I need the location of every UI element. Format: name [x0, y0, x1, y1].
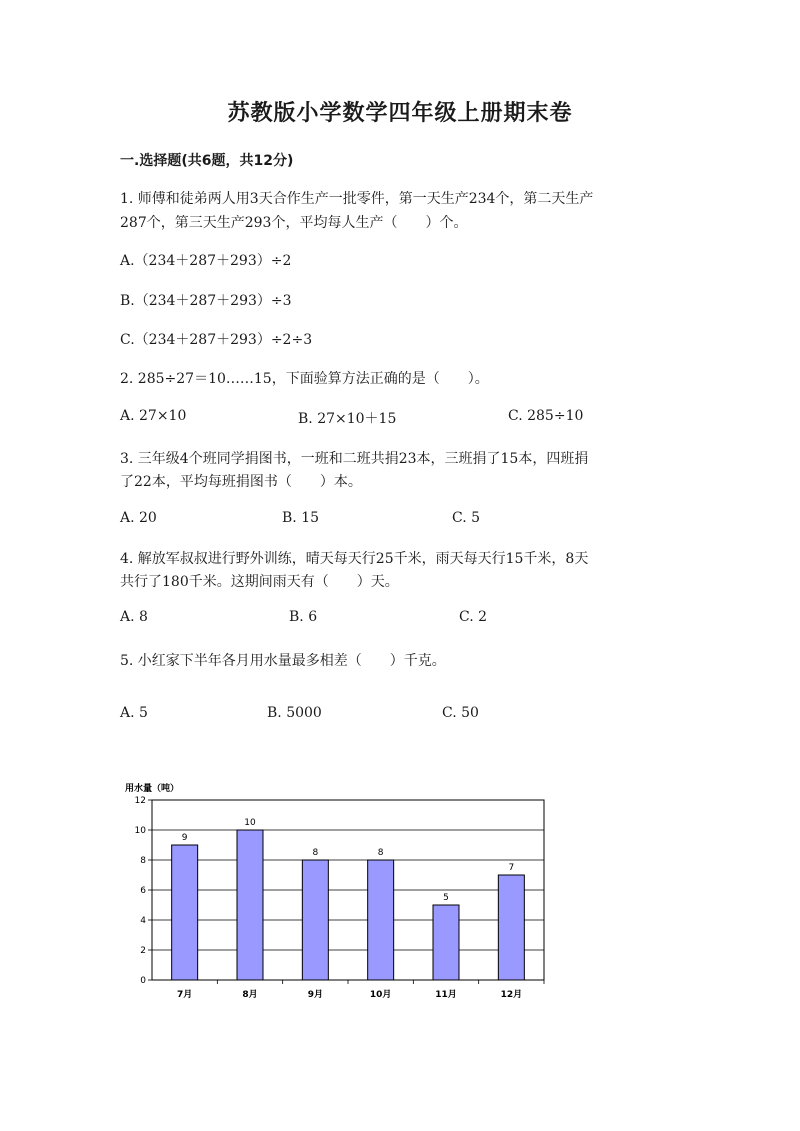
chart-y-tick-label: 0: [140, 976, 146, 986]
chart-x-tick-label: 11月: [435, 990, 457, 1000]
question-2-line-1: 2. 285÷27＝10……15，下面验算方法正确的是（ ）。: [120, 371, 489, 387]
question-1-option-a[interactable]: A.（234＋287＋293）÷2: [120, 253, 292, 269]
question-2-option-b[interactable]: B. 27×10＋15: [298, 411, 397, 427]
question-5-option-b[interactable]: B. 5000: [267, 705, 322, 721]
question-4-option-c[interactable]: C. 2: [459, 609, 488, 625]
chart-y-tick-label: 2: [140, 946, 146, 956]
chart-bar: [237, 830, 263, 980]
chart-bar: [368, 860, 394, 980]
question-4-line-2: 共行了180千米。这期间雨天有（ ）天。: [120, 574, 399, 590]
chart-y-tick-label: 12: [134, 796, 146, 806]
chart-data-label: 8: [312, 848, 319, 858]
question-3-option-a[interactable]: A. 20: [120, 510, 157, 526]
chart-x-tick-label: 10月: [369, 990, 392, 1000]
question-4-option-b[interactable]: B. 6: [289, 609, 318, 625]
section-heading: 一.选择题(共6题，共12分): [120, 153, 294, 169]
chart-x-tick-label: 8月: [242, 990, 258, 1000]
chart-x-tick-label: 9月: [307, 990, 323, 1000]
chart-y-tick-label: 4: [140, 916, 146, 926]
question-5-option-a[interactable]: A. 5: [120, 705, 148, 721]
question-1-option-b[interactable]: B.（234＋287＋293）÷3: [120, 293, 292, 309]
chart-y-tick-label: 8: [140, 856, 146, 866]
chart-bar: [498, 875, 524, 980]
chart-y-tick-label: 6: [140, 886, 146, 896]
question-2-option-a[interactable]: A. 27×10: [120, 408, 187, 424]
question-1-line-1: 1. 师傅和徒弟两人用3天合作生产一批零件，第一天生产234个，第二天生产: [120, 191, 594, 207]
question-3-option-c[interactable]: C. 5: [452, 510, 481, 526]
chart-x-tick-label: 7月: [177, 990, 193, 1000]
question-3-line-2: 了22本，平均每班捐图书（ ）本。: [120, 474, 362, 490]
chart-data-label: 5: [443, 893, 449, 903]
chart-bar: [172, 845, 198, 980]
question-3-option-b[interactable]: B. 15: [282, 510, 320, 526]
chart-data-label: 8: [377, 848, 384, 858]
question-1-option-c[interactable]: C.（234＋287＋293）÷2÷3: [120, 332, 313, 348]
question-4-option-a[interactable]: A. 8: [120, 609, 148, 625]
chart-bar: [433, 905, 459, 980]
chart-y-axis-label: 用水量（吨）: [125, 784, 180, 794]
question-2-option-c[interactable]: C. 285÷10: [508, 408, 584, 424]
question-5-option-c[interactable]: C. 50: [442, 705, 479, 721]
question-3-line-1: 3. 三年级4个班同学捐图书，一班和二班共捐23本，三班捐了15本，四班捐: [120, 451, 589, 467]
chart-x-tick-label: 12月: [500, 990, 523, 1000]
chart-bar: [302, 860, 328, 980]
page-title: 苏教版小学数学四年级上册期末卷: [227, 101, 573, 126]
chart-data-label: 7: [508, 863, 515, 873]
question-1-line-2: 287个，第三天生产293个，平均每人生产（ ）个。: [120, 215, 468, 231]
chart-data-label: 9: [181, 833, 188, 843]
chart-data-label: 10: [244, 818, 256, 828]
chart-y-tick-label: 10: [134, 826, 146, 836]
question-4-line-1: 4. 解放军叔叔进行野外训练，晴天每天行25千米，雨天每天行15千米，8天: [120, 551, 589, 567]
question-5-line-1: 5. 小红家下半年各月用水量最多相差（ ）千克。: [120, 653, 446, 669]
